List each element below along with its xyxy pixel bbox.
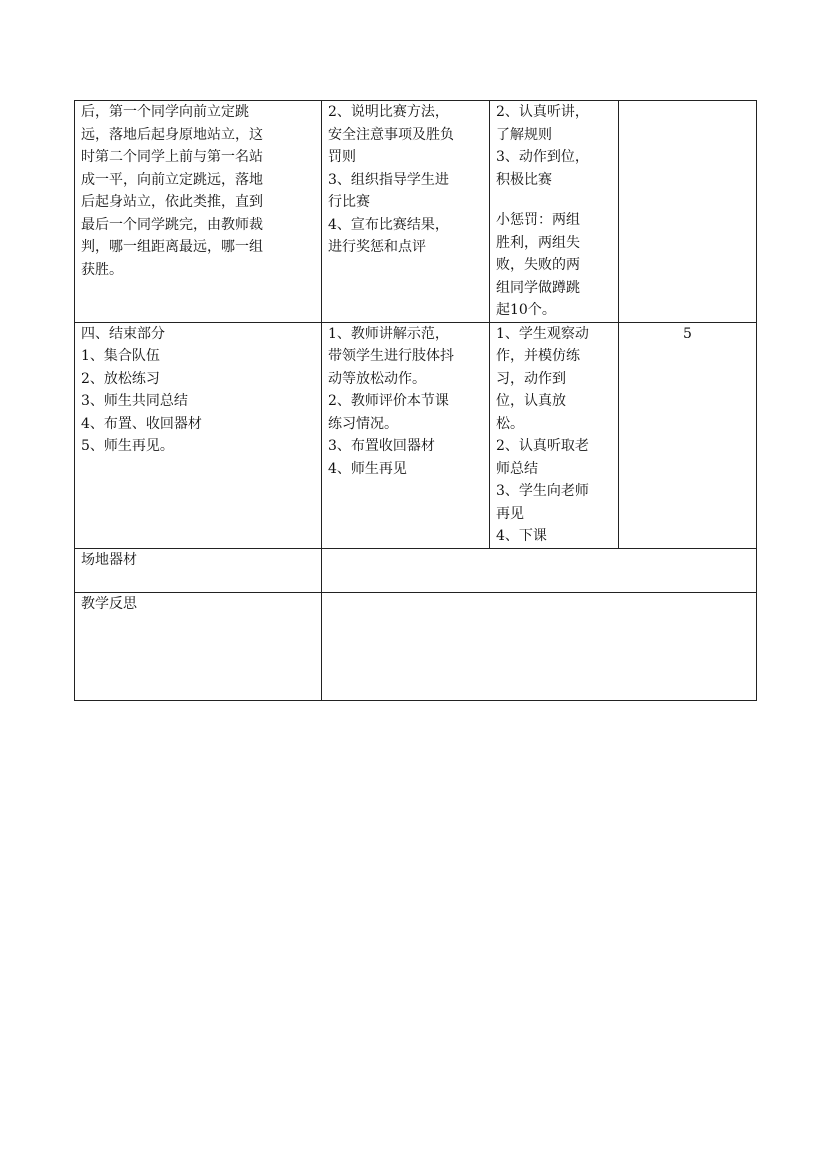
- text-line: 成一平，向前立定跳远，落地: [81, 171, 263, 188]
- text-line: 远，落地后起身原地站立，这: [81, 126, 263, 143]
- text-line: 后起身站立，依此类推，直到: [81, 194, 263, 210]
- text-line: 4、下课: [496, 528, 547, 544]
- text-line: 最后一个同学跳完，由教师裁: [81, 216, 263, 233]
- text-line: 安全注意事项及胜负: [328, 126, 454, 143]
- text-line: 3、布置收回器材: [328, 438, 435, 454]
- text-line: 3、组织指导学生进: [328, 171, 449, 188]
- text-line: 组同学做蹲跳: [496, 279, 580, 296]
- teacher-activity-cell: [322, 322, 490, 548]
- student-lines: [496, 323, 612, 548]
- text-line: 习，动作到: [496, 370, 566, 387]
- content-cell: [75, 322, 322, 548]
- student-activity-cell: [490, 322, 619, 548]
- text-line: 1、学生观察动: [496, 325, 589, 342]
- content-cell: [75, 101, 322, 323]
- text-line: 小惩罚：两组: [496, 212, 580, 228]
- text-line: 练习情况。: [328, 415, 398, 432]
- table-row-equipment: [75, 548, 757, 592]
- text-line: 时第二个同学上前与第一名站: [81, 149, 263, 165]
- text-line: 胜利，两组失: [496, 234, 580, 251]
- text-line: 作，并模仿练: [496, 348, 580, 364]
- teacher-lines: [328, 323, 483, 481]
- equipment-label: 场地器材: [75, 548, 322, 592]
- text-line: 位，认真放: [496, 393, 566, 409]
- text-line: 4、布置、收回器材: [81, 415, 202, 432]
- text-line: 3、学生向老师: [496, 483, 589, 499]
- text-line: 行比赛: [328, 194, 370, 210]
- text-line: 败，失败的两: [496, 257, 580, 273]
- content-lines: [81, 101, 315, 281]
- text-line: 师总结: [496, 460, 538, 477]
- text-line: 1、教师讲解示范，: [328, 325, 449, 342]
- time-cell: 5: [619, 322, 757, 548]
- teacher-activity-cell: [322, 101, 490, 323]
- lesson-plan-table: [74, 100, 757, 701]
- reflection-label: 教学反思: [75, 592, 322, 700]
- text-line: 了解规则: [496, 126, 552, 143]
- reflection-value: [322, 592, 757, 700]
- teacher-lines: [328, 101, 483, 259]
- table-row-ending: [75, 322, 757, 548]
- text-line: 进行奖惩和点评: [328, 239, 426, 255]
- text-line: 2、认真听取老: [496, 438, 589, 454]
- text-line: 带领学生进行肢体抖: [328, 348, 454, 364]
- penalty-lines: [496, 209, 612, 322]
- text-line: 3、动作到位，: [496, 149, 589, 165]
- text-line: 3、师生共同总结: [81, 393, 188, 409]
- text-line: 2、放松练习: [81, 370, 160, 387]
- text-line: 再见: [496, 505, 524, 522]
- student-lines: [496, 101, 612, 191]
- text-line: 4、师生再见: [328, 460, 407, 477]
- text-line: 2、认真听讲，: [496, 104, 589, 120]
- text-line: 4、宣布比赛结果，: [328, 216, 449, 233]
- text-line: 获胜。: [81, 261, 123, 278]
- text-line: 1、集合队伍: [81, 348, 160, 364]
- text-line: 起10个。: [496, 302, 556, 318]
- content-lines: [81, 323, 315, 458]
- text-line: 后，第一个同学向前立定跳: [81, 104, 249, 120]
- text-line: 积极比赛: [496, 171, 552, 188]
- table-row-game-continued: [75, 101, 757, 323]
- time-cell: [619, 101, 757, 323]
- text-line: 四、结束部分: [81, 325, 165, 342]
- text-line: 判，哪一组距离最远，哪一组: [81, 239, 263, 255]
- text-line: 2、说明比赛方法，: [328, 104, 449, 120]
- student-activity-cell: [490, 101, 619, 323]
- text-line: 2、教师评价本节课: [328, 393, 449, 409]
- text-line: 5、师生再见。: [81, 438, 174, 454]
- text-line: 动等放松动作。: [328, 370, 426, 387]
- table-row-reflection: [75, 592, 757, 700]
- equipment-value: [322, 548, 757, 592]
- text-line: 罚则: [328, 149, 356, 165]
- text-line: 松。: [496, 415, 524, 432]
